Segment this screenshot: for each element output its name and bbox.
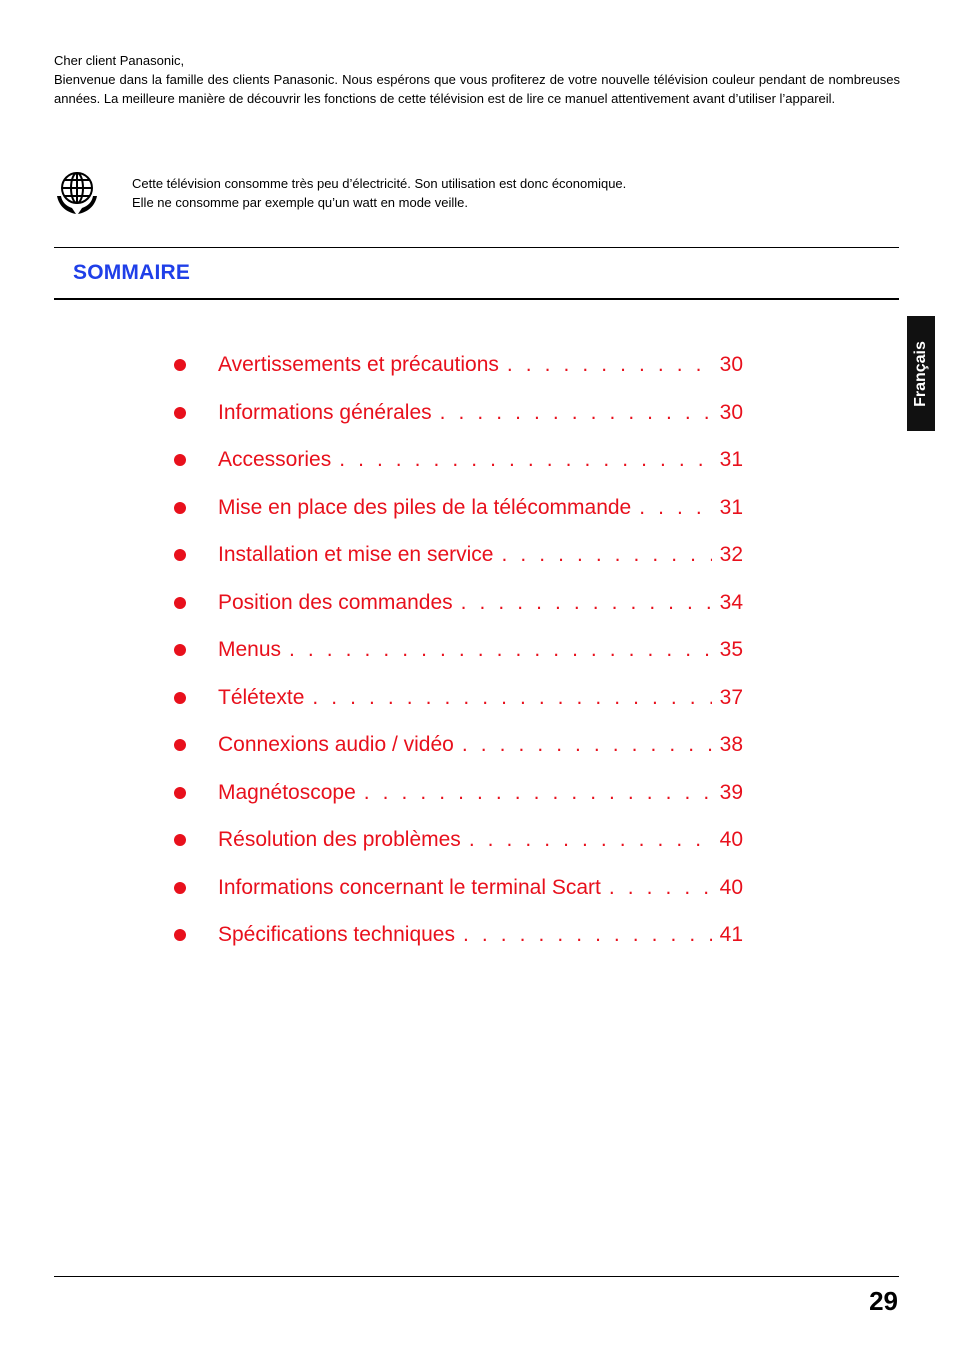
- toc-item-page: 35: [719, 638, 743, 661]
- welcome-paragraph: Bienvenue dans la famille des clients Panasonic. Nous espérons que vous profiterez de votre nouvelle télévision couleur pendant de nombreuses années. La meilleure manière de découvrir les fonctions de cette télévision est de lire ce manuel attentivement avant d’utiliser l’appareil.: [54, 72, 900, 106]
- section-title: SOMMAIRE: [73, 261, 191, 284]
- toc-item-title: Installation et mise en service: [218, 543, 494, 566]
- toc-leader-dots: [639, 493, 711, 523]
- bullet-icon: [174, 597, 186, 609]
- toc-item-page: 32: [719, 543, 743, 566]
- toc-item-title: Télétexte: [218, 685, 305, 709]
- globe-in-hands-icon: [54, 170, 100, 216]
- toc-item: [0, 437, 954, 485]
- toc-leader-dots: [289, 635, 712, 665]
- toc-item-page: 31: [719, 495, 743, 519]
- toc-row: [218, 588, 743, 618]
- toc-row: [218, 350, 743, 380]
- toc-leader-dots: [312, 683, 711, 713]
- eco-note: [132, 174, 626, 212]
- toc-item-page: 37: [719, 685, 743, 709]
- toc-item-title: Informations concernant le terminal Scart: [218, 875, 601, 899]
- bullet-icon: [174, 407, 186, 419]
- toc-leader-dots: [609, 873, 712, 903]
- toc-item-page: 38: [719, 733, 743, 756]
- table-of-contents: [0, 342, 954, 960]
- toc-row: [218, 398, 743, 428]
- toc-item: [0, 865, 954, 913]
- toc-item-page: 30: [719, 400, 743, 424]
- toc-leader-dots: [463, 920, 712, 950]
- bullet-icon: [174, 692, 186, 704]
- eco-note-line-1: Cette télévision consomme très peu d’électricité. Son utilisation est donc économique.: [132, 176, 627, 191]
- toc-row: [218, 445, 743, 475]
- toc-item: [0, 817, 954, 865]
- toc-item: [0, 722, 954, 770]
- bullet-icon: [174, 454, 186, 466]
- toc-leader-dots: [461, 588, 712, 618]
- toc-row: [218, 825, 743, 855]
- toc-leader-dots: [364, 778, 712, 808]
- toc-row: [218, 920, 743, 950]
- toc-item-page: 40: [719, 875, 743, 899]
- toc-item-page: 31: [719, 448, 743, 471]
- intro-text: [54, 51, 900, 108]
- toc-item: [0, 390, 954, 438]
- toc-row: [218, 873, 743, 903]
- toc-item-page: 40: [719, 828, 743, 851]
- toc-item-title: Spécifications techniques: [218, 923, 455, 946]
- footer-divider: [54, 1276, 899, 1277]
- toc-row: [218, 540, 743, 570]
- toc-item-page: 34: [719, 590, 743, 614]
- toc-item-title: Magnétoscope: [218, 780, 356, 804]
- toc-item: [0, 675, 954, 723]
- bullet-icon: [174, 882, 186, 894]
- toc-leader-dots: [462, 730, 712, 760]
- toc-item-title: Avertissements et précautions: [218, 353, 499, 376]
- bullet-icon: [174, 549, 186, 561]
- toc-leader-dots: [507, 350, 712, 380]
- toc-item: [0, 342, 954, 390]
- language-tab-label: Français: [912, 340, 929, 407]
- toc-item-title: Connexions audio / vidéo: [218, 733, 454, 756]
- toc-item: [0, 485, 954, 533]
- bullet-icon: [174, 644, 186, 656]
- eco-note-line-2: Elle ne consomme par exemple qu’un watt en mode veille.: [132, 195, 469, 210]
- toc-item-title: Menus: [218, 638, 282, 661]
- toc-row: [218, 683, 743, 713]
- toc-leader-dots: [469, 825, 712, 855]
- toc-item-page: 30: [719, 353, 743, 376]
- toc-leader-dots: [440, 398, 712, 428]
- bullet-icon: [174, 739, 186, 751]
- toc-item: [0, 532, 954, 580]
- toc-item-title: Informations générales: [218, 400, 432, 424]
- toc-item: [0, 912, 954, 960]
- bullet-icon: [174, 834, 186, 846]
- bullet-icon: [174, 787, 186, 799]
- toc-row: [218, 493, 743, 523]
- toc-item: [0, 580, 954, 628]
- toc-leader-dots: [339, 445, 711, 475]
- toc-item-title: Accessories: [218, 448, 332, 471]
- toc-item-title: Résolution des problèmes: [218, 828, 461, 851]
- toc-item-title: Position des commandes: [218, 590, 453, 614]
- toc-item-page: 39: [719, 780, 743, 804]
- bullet-icon: [174, 502, 186, 514]
- toc-row: [218, 778, 743, 808]
- toc-row: [218, 635, 743, 665]
- toc-item: [0, 770, 954, 818]
- toc-item-page: 41: [719, 923, 743, 946]
- top-divider: [54, 247, 899, 248]
- toc-leader-dots: [501, 540, 711, 570]
- title-divider: [54, 298, 899, 300]
- bullet-icon: [174, 359, 186, 371]
- greeting: Cher client Panasonic,: [54, 53, 185, 68]
- bullet-icon: [174, 929, 186, 941]
- toc-item: [0, 627, 954, 675]
- toc-item-title: Mise en place des piles de la télécommande: [218, 495, 632, 519]
- toc-row: [218, 730, 743, 760]
- page-number: 29: [869, 1286, 898, 1316]
